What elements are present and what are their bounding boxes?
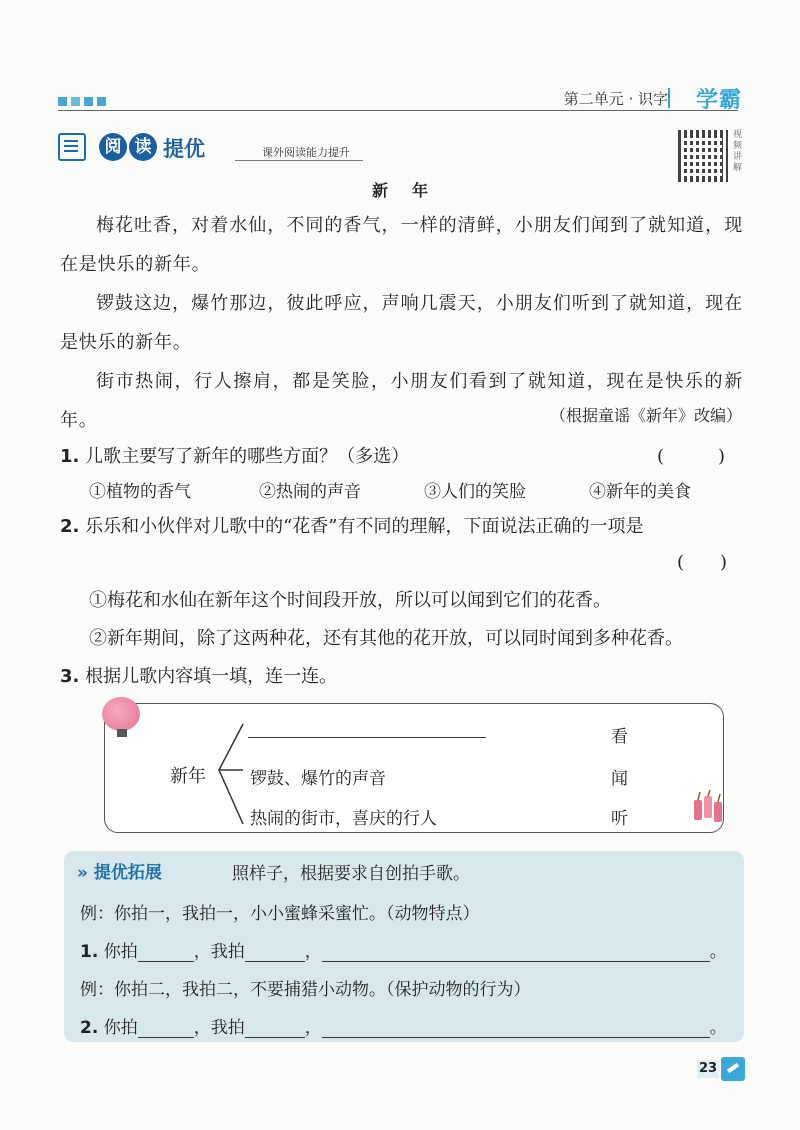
question-1 — [60, 442, 409, 468]
blank-input[interactable] — [322, 1021, 710, 1038]
q1-option-4[interactable]: ④新年的美食 — [589, 482, 691, 502]
matching-left-item-3[interactable]: 热闹的街市，喜庆的行人 — [250, 809, 437, 829]
q1-option-2[interactable]: ②热闹的声音 — [259, 482, 361, 502]
matching-right-item-3[interactable]: 听 — [611, 809, 628, 829]
section-title: 提优 — [163, 137, 205, 161]
answer-blank-1[interactable]: ( ) — [657, 446, 726, 467]
matching-right-item-2[interactable]: 闻 — [611, 769, 628, 789]
question-2 — [60, 512, 644, 538]
extension-item-1: 1. 你拍 ，我拍 ， 。 — [80, 942, 727, 962]
section-subtitle: 课外阅读能力提升 — [262, 146, 350, 159]
passage-paragraph-1: 梅花吐香，对着水仙，不同的香气，一样的清鲜，小朋友们闻到了就知道，现在是快乐的新年。 — [60, 215, 743, 275]
section-underline — [235, 160, 363, 161]
extension-item-2: 2. 你拍 ，我拍 ， 。 — [80, 1018, 727, 1038]
double-chevron-icon: » — [77, 863, 88, 883]
pencil-icon — [721, 1057, 745, 1081]
answer-blank-2[interactable]: ( ) — [677, 552, 728, 573]
question-3 — [60, 662, 337, 688]
q2-option-2[interactable]: ②新年期间，除了这两种花，还有其他的花开放，可以同时闻到多种花香。 — [89, 628, 683, 649]
brand-divider — [668, 88, 670, 108]
qr-code-pattern — [684, 136, 722, 176]
blank-input[interactable] — [138, 945, 194, 962]
list-icon — [58, 133, 86, 161]
passage-paragraph-3: 街市热闹，行人擦肩，都是笑脸，小朋友们看到了就知道，现在是快乐的新年。 — [60, 371, 743, 431]
passage-paragraph-2: 锣鼓这边，爆竹那边，彼此呼应，声响几震天，小朋友们听到了就知道，现在是快乐的新年。 — [60, 293, 743, 353]
page-number: 23 — [698, 1061, 718, 1076]
question-text: 乐乐和小伙伴对儿歌中的“花香”有不同的理解，下面说法正确的一项是 — [85, 516, 644, 537]
fill-in-blank-line[interactable] — [248, 737, 486, 738]
lantern-icon — [102, 697, 140, 731]
q1-option-1[interactable]: ①植物的香气 — [89, 482, 191, 502]
blank-input[interactable] — [245, 945, 305, 962]
brand-logo: 学霸 — [695, 88, 742, 113]
section-badge-1: 阅 — [99, 133, 127, 161]
firecracker-icon — [690, 790, 730, 830]
passage-title: 新年 — [371, 181, 452, 200]
passage-credit: （根据童谣《新年》改编） — [549, 406, 742, 425]
extension-title: » 提优拓展 — [77, 863, 162, 883]
matching-root: 新年 — [170, 766, 206, 787]
section-badge-2: 读 — [129, 133, 157, 161]
question-text: 儿歌主要写了新年的哪些方面？（多选） — [85, 446, 410, 467]
unit-label: 第二单元 · 识字 — [563, 90, 668, 108]
lantern-tassel — [117, 729, 127, 737]
blank-input[interactable] — [322, 945, 710, 962]
blank-input[interactable] — [138, 1021, 194, 1038]
header-rule — [58, 110, 738, 111]
header-decoration — [58, 97, 106, 106]
blank-input[interactable] — [245, 1021, 305, 1038]
question-number: 1. — [60, 446, 80, 467]
matching-right-item-1[interactable]: 看 — [611, 727, 628, 747]
q2-option-1[interactable]: ①梅花和水仙在新年这个时间段开放，所以可以闻到它们的花香。 — [89, 590, 611, 611]
matching-left-item-2[interactable]: 锣鼓、爆竹的声音 — [250, 769, 386, 789]
question-number: 3. — [60, 666, 80, 687]
q1-option-3[interactable]: ③人们的笑脸 — [424, 482, 526, 502]
question-number: 2. — [60, 516, 80, 537]
extension-example-2: 例：你拍二，我拍二，不要捕猎小动物。（保护动物的行为） — [80, 980, 531, 1000]
bracket-branches — [215, 722, 245, 828]
extension-instruction: 照样子，根据要求自创拍手歌。 — [232, 864, 470, 884]
extension-example-1: 例：你拍一，我拍一，小小蜜蜂采蜜忙。（动物特点） — [80, 904, 480, 924]
qr-caption: 视频讲解 — [733, 130, 743, 173]
question-text: 根据儿歌内容填一填，连一连。 — [85, 666, 338, 687]
